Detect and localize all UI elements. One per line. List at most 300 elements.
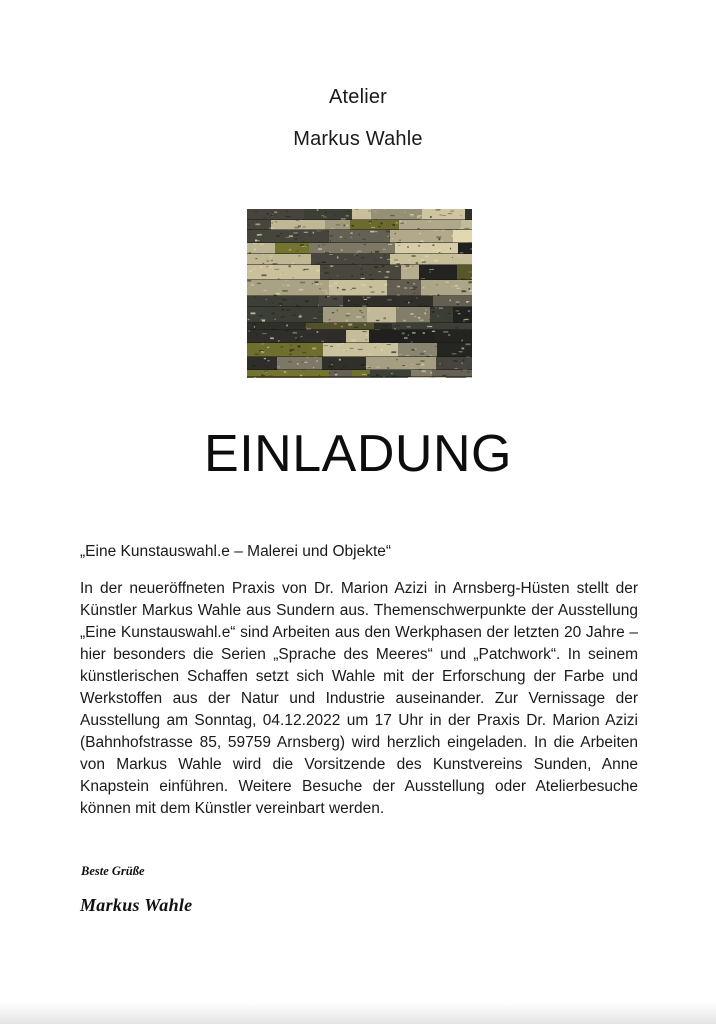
texture-speck [369, 221, 372, 222]
texture-speck [458, 313, 461, 314]
texture-speck [436, 236, 441, 238]
texture-speck [251, 284, 254, 286]
texture-speck [359, 310, 361, 311]
patchwork-block [443, 323, 472, 330]
texture-speck [352, 288, 356, 289]
texture-speck [419, 233, 421, 234]
texture-speck [456, 301, 460, 302]
texture-speck [408, 334, 409, 336]
texture-speck [385, 277, 389, 278]
texture-speck [275, 221, 277, 222]
texture-speck [278, 340, 280, 341]
texture-speck [347, 313, 351, 314]
texture-speck [325, 212, 327, 214]
patchwork-block [419, 265, 457, 280]
artist-name-heading: Markus Wahle [293, 128, 423, 150]
texture-speck [296, 220, 300, 221]
texture-speck [407, 259, 411, 260]
patchwork-block [453, 307, 472, 323]
texture-speck [275, 319, 276, 320]
texture-speck [313, 319, 317, 321]
texture-speck [417, 228, 419, 229]
patchwork-block [322, 357, 366, 370]
texture-speck [376, 374, 379, 376]
texture-speck [351, 275, 353, 277]
patchwork-block [247, 307, 269, 323]
texture-speck [384, 317, 387, 319]
patchwork-block [247, 265, 320, 280]
texture-speck [420, 361, 424, 362]
texture-speck [302, 352, 306, 353]
texture-speck [339, 340, 341, 342]
texture-speck [254, 326, 255, 328]
texture-speck [415, 348, 417, 350]
texture-speck [398, 336, 400, 337]
texture-speck [345, 350, 346, 351]
texture-speck [368, 211, 371, 212]
strip-divider [247, 322, 472, 323]
texture-speck [345, 337, 347, 338]
patchwork-block [330, 370, 352, 377]
texture-speck [381, 223, 383, 225]
texture-speck [283, 290, 288, 291]
texture-speck [346, 216, 349, 217]
texture-speck [363, 316, 364, 317]
texture-speck [361, 257, 364, 258]
texture-speck [323, 268, 327, 269]
texture-speck [434, 230, 439, 231]
texture-speck [253, 243, 257, 244]
strip-divider [247, 342, 472, 343]
texture-speck [337, 257, 339, 259]
texture-speck [360, 268, 362, 270]
texture-speck [395, 233, 397, 234]
texture-speck [354, 254, 356, 255]
texture-speck [449, 338, 451, 339]
texture-speck [337, 287, 339, 289]
texture-speck [334, 283, 337, 285]
texture-speck [447, 313, 451, 314]
texture-speck [350, 237, 352, 238]
texture-speck [354, 304, 356, 305]
texture-speck [299, 316, 302, 318]
texture-speck [292, 298, 295, 299]
texture-speck [295, 338, 297, 339]
texture-speck [419, 320, 423, 321]
texture-speck [313, 367, 314, 368]
texture-speck [450, 248, 451, 250]
patchwork-block [323, 343, 398, 357]
patchwork-block [430, 307, 453, 323]
texture-speck [299, 256, 301, 257]
texture-speck [368, 367, 371, 368]
texture-speck [332, 266, 335, 267]
texture-speck [362, 331, 366, 332]
texture-speck [279, 321, 281, 322]
strip-divider [247, 242, 472, 243]
texture-speck [361, 284, 365, 285]
texture-speck [267, 347, 269, 348]
texture-speck [268, 267, 273, 268]
texture-speck [254, 354, 259, 355]
texture-speck [461, 348, 464, 350]
texture-speck [319, 288, 320, 289]
texture-speck [331, 364, 333, 365]
texture-speck [254, 377, 256, 378]
texture-speck [381, 349, 383, 351]
texture-speck [375, 231, 377, 232]
texture-speck [262, 274, 267, 276]
texture-speck [398, 354, 402, 355]
texture-speck [424, 351, 426, 352]
texture-speck [368, 310, 370, 311]
texture-speck [424, 268, 427, 269]
patchwork-block [247, 254, 311, 265]
texture-speck [359, 234, 360, 236]
texture-speck [303, 341, 306, 342]
texture-speck [252, 269, 256, 270]
texture-speck [267, 213, 268, 215]
texture-speck [399, 240, 401, 241]
patchwork-block [436, 357, 472, 370]
texture-speck [316, 284, 319, 285]
texture-speck [387, 299, 392, 300]
strip-divider [247, 376, 472, 377]
texture-speck [265, 361, 267, 362]
texture-speck [466, 343, 471, 345]
texture-speck [430, 271, 431, 272]
patchwork-block [329, 230, 390, 243]
texture-speck [424, 312, 426, 314]
texture-speck [410, 287, 414, 288]
texture-speck [323, 217, 327, 218]
texture-speck [295, 238, 298, 240]
texture-speck [324, 251, 325, 253]
texture-speck [329, 320, 331, 321]
texture-speck [326, 338, 327, 339]
texture-speck [335, 374, 338, 376]
texture-speck [346, 212, 350, 213]
texture-speck [429, 269, 434, 270]
texture-speck [298, 225, 301, 227]
texture-speck [356, 316, 361, 317]
texture-speck [403, 268, 406, 269]
texture-speck [260, 266, 262, 268]
texture-speck [350, 348, 354, 349]
texture-speck [362, 374, 367, 375]
texture-speck [293, 332, 297, 334]
texture-speck [331, 228, 335, 229]
texture-speck [262, 333, 267, 334]
texture-speck [288, 361, 291, 362]
texture-speck [470, 249, 472, 250]
texture-speck [406, 265, 410, 267]
texture-speck [432, 311, 435, 313]
texture-speck [255, 240, 260, 241]
texture-speck [316, 270, 320, 272]
texture-speck [392, 333, 394, 334]
patchwork-block [422, 209, 465, 220]
texture-speck [289, 354, 291, 355]
texture-speck [274, 269, 279, 270]
texture-speck [344, 259, 347, 260]
texture-speck [285, 330, 288, 331]
texture-speck [409, 266, 411, 267]
texture-speck [296, 338, 300, 340]
texture-speck [455, 327, 458, 329]
texture-speck [397, 307, 398, 308]
texture-speck [464, 319, 468, 320]
texture-speck [441, 240, 443, 241]
texture-speck [396, 245, 397, 246]
texture-speck [290, 350, 292, 352]
texture-speck [407, 326, 411, 327]
texture-speck [384, 285, 385, 287]
texture-speck [295, 304, 297, 305]
texture-speck [386, 271, 389, 273]
texture-speck [439, 307, 443, 309]
texture-speck [427, 326, 432, 327]
patchwork-block [395, 243, 458, 254]
texture-speck [387, 367, 389, 369]
texture-speck [468, 310, 470, 312]
texture-speck [411, 364, 413, 365]
texture-speck [402, 332, 405, 334]
texture-speck [417, 216, 420, 218]
texture-speck [411, 215, 414, 217]
texture-speck [365, 339, 367, 340]
texture-speck [436, 249, 441, 250]
texture-speck [452, 257, 453, 258]
texture-speck [453, 238, 457, 240]
texture-speck [370, 223, 371, 224]
texture-speck [471, 332, 472, 334]
texture-speck [426, 276, 428, 278]
texture-speck [413, 283, 415, 285]
texture-speck [419, 337, 421, 338]
texture-speck [463, 360, 465, 361]
texture-speck [303, 227, 306, 228]
texture-speck [404, 337, 408, 339]
texture-speck [317, 331, 319, 333]
texture-speck [265, 371, 268, 372]
texture-speck [438, 364, 443, 365]
texture-speck [388, 236, 390, 237]
texture-speck [341, 326, 343, 327]
patchwork-block [466, 377, 472, 378]
texture-speck [455, 285, 458, 287]
texture-speck [412, 255, 416, 256]
texture-speck [471, 350, 472, 351]
patchwork-block [371, 209, 422, 220]
texture-speck [442, 215, 447, 216]
texture-speck [341, 249, 343, 251]
texture-speck [375, 347, 377, 348]
texture-speck [351, 340, 356, 342]
texture-speck [322, 290, 327, 291]
texture-speck [406, 366, 407, 367]
texture-speck [259, 350, 264, 351]
texture-speck [460, 362, 462, 363]
texture-speck [279, 303, 282, 305]
texture-speck [282, 309, 285, 311]
texture-speck [270, 259, 272, 260]
patchwork-block [247, 377, 326, 378]
texture-speck [272, 302, 273, 303]
texture-speck [259, 315, 263, 316]
texture-speck [426, 309, 427, 311]
texture-speck [381, 304, 383, 306]
texture-speck [367, 374, 370, 376]
texture-speck [448, 213, 452, 214]
texture-speck [329, 362, 332, 363]
texture-speck [316, 360, 319, 362]
patchwork-painting [247, 209, 472, 378]
texture-speck [287, 285, 290, 286]
atelier-heading: Atelier [328, 86, 388, 108]
patchwork-block [327, 330, 346, 343]
patchwork-block [350, 220, 399, 230]
texture-speck [390, 215, 395, 216]
texture-speck [312, 348, 316, 350]
texture-speck [383, 325, 388, 326]
texture-speck [439, 238, 441, 240]
patchwork-block [366, 357, 436, 370]
texture-speck [418, 245, 420, 246]
texture-speck [414, 316, 416, 317]
texture-speck [404, 287, 407, 289]
texture-speck [431, 307, 436, 309]
texture-speck [354, 327, 358, 328]
texture-speck [326, 293, 328, 294]
texture-speck [419, 274, 422, 275]
texture-speck [351, 225, 354, 226]
texture-speck [450, 211, 454, 212]
texture-speck [369, 286, 372, 288]
texture-speck [368, 354, 373, 355]
texture-speck [421, 259, 424, 261]
texture-speck [298, 350, 299, 351]
texture-speck [394, 260, 398, 261]
texture-speck [294, 232, 298, 233]
artwork-image [247, 209, 472, 378]
texture-speck [276, 293, 281, 295]
texture-speck [298, 346, 301, 348]
texture-speck [397, 286, 400, 288]
texture-speck [295, 251, 298, 252]
texture-speck [416, 364, 421, 365]
texture-speck [396, 262, 399, 263]
texture-speck [346, 320, 348, 322]
texture-speck [325, 292, 327, 293]
texture-speck [280, 274, 285, 275]
texture-speck [469, 288, 471, 290]
texture-speck [300, 282, 305, 284]
strip-divider [247, 306, 472, 307]
texture-speck [457, 304, 459, 306]
texture-speck [418, 215, 423, 217]
page-bottom-shadow [0, 1002, 716, 1024]
texture-speck [295, 234, 299, 235]
patchwork-block [326, 377, 408, 378]
texture-speck [312, 283, 313, 284]
texture-speck [348, 300, 349, 302]
texture-speck [422, 370, 426, 372]
texture-speck [411, 301, 413, 303]
patchwork-block [465, 209, 472, 220]
texture-speck [330, 346, 333, 347]
patchwork-block [306, 323, 374, 330]
texture-speck [348, 324, 352, 326]
texture-speck [364, 324, 366, 326]
texture-speck [262, 320, 265, 322]
texture-speck [463, 243, 465, 245]
texture-speck [253, 365, 255, 367]
texture-speck [461, 363, 463, 364]
texture-speck [458, 256, 461, 257]
texture-speck [369, 274, 372, 275]
texture-speck [310, 235, 312, 236]
texture-speck [286, 325, 288, 327]
texture-speck [445, 281, 449, 283]
signature: Markus Wahle [80, 895, 193, 915]
texture-speck [466, 314, 469, 316]
texture-speck [471, 277, 472, 278]
texture-speck [378, 226, 380, 228]
texture-speck [263, 263, 265, 264]
texture-speck [404, 212, 406, 213]
texture-speck [255, 212, 258, 213]
texture-speck [396, 222, 398, 223]
texture-speck [469, 272, 472, 273]
texture-speck [412, 266, 413, 267]
texture-speck [470, 290, 473, 292]
texture-speck [303, 362, 307, 363]
texture-speck [276, 235, 280, 237]
texture-speck [321, 215, 324, 216]
texture-speck [381, 291, 384, 293]
texture-speck [428, 221, 431, 222]
texture-speck [464, 334, 466, 336]
texture-speck [339, 359, 341, 361]
texture-speck [333, 298, 338, 299]
texture-speck [408, 302, 409, 304]
texture-speck [416, 298, 418, 299]
texture-speck [334, 372, 336, 373]
texture-speck [425, 255, 429, 257]
texture-speck [345, 238, 347, 239]
texture-speck [297, 363, 299, 364]
texture-speck [399, 245, 401, 246]
texture-speck [416, 262, 418, 264]
texture-speck [305, 246, 308, 247]
texture-speck [400, 221, 402, 222]
texture-speck [396, 325, 400, 326]
texture-speck [362, 239, 365, 240]
texture-speck [451, 286, 454, 287]
texture-speck [414, 293, 415, 294]
texture-speck [267, 360, 269, 361]
texture-speck [304, 246, 305, 247]
texture-speck [395, 266, 399, 267]
texture-speck [405, 221, 406, 223]
texture-speck [274, 212, 277, 213]
texture-speck [392, 238, 394, 239]
texture-speck [407, 282, 409, 283]
texture-speck [335, 350, 339, 351]
patchwork-block [311, 254, 390, 265]
texture-speck [318, 316, 322, 317]
